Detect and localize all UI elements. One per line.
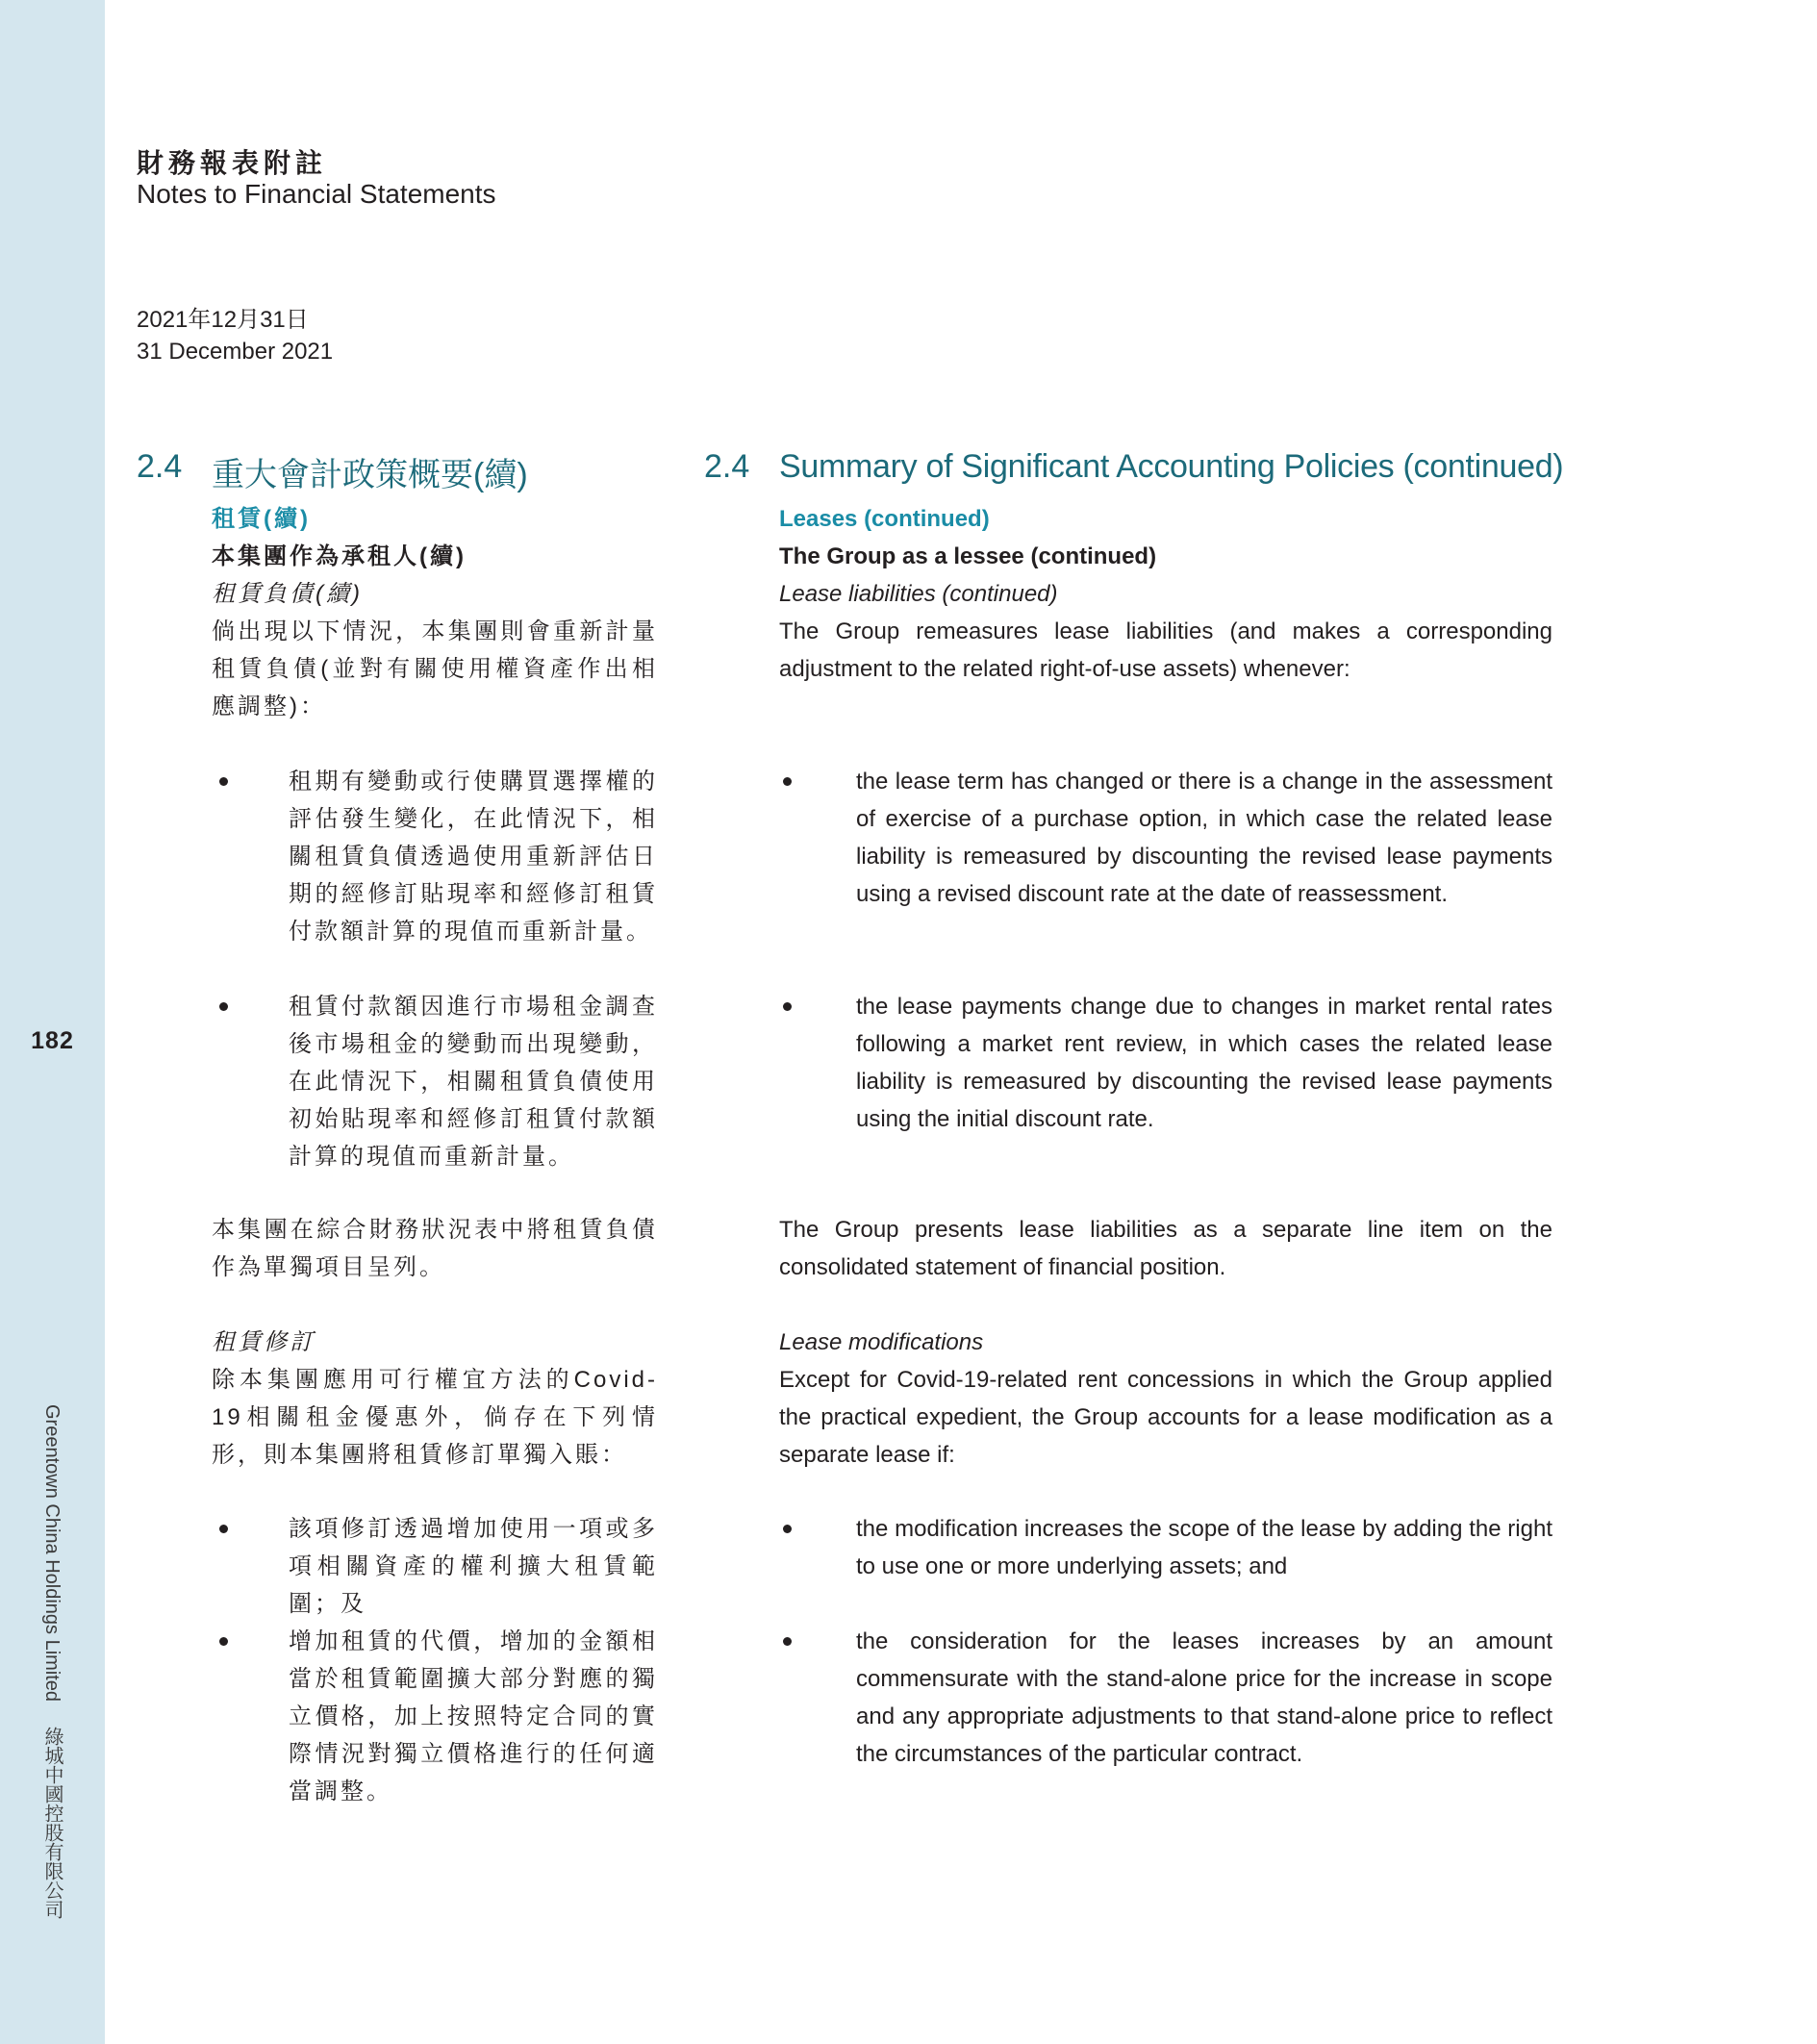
subheading-lessee-cn: 本集團作為承租人(續)	[212, 543, 467, 569]
section-number-en: 2.4	[704, 448, 750, 485]
bullet-text-en: the modification increases the scope of the lease by adding the right to use one or more underlying assets; and	[856, 1516, 1552, 1579]
bullet-text-cn: 增加租賃的代價，增加的金額相當於租賃範圍擴大部分對應的獨立價格，加上按照特定合同的實際情況對獨立價格進行的任何適當調整。	[289, 1628, 658, 1804]
company-name-en: Greentown China Holdings Limited	[41, 1404, 63, 1703]
bullet-icon	[783, 1637, 792, 1646]
bullet-text-en: the lease payments change due to changes in market rental rates following a market rent review, in which cases the related lease liability is remeasured by discounting the revised lease payments using the initial discount rate.	[856, 994, 1552, 1132]
subheading-leases-cn: 租賃(續)	[212, 506, 311, 532]
modifications-intro-cn: 除本集團應用可行權宜方法的Covid-19相關租金優惠外，倘存在下列情形，則本集團將租賃修訂單獨入賬：	[212, 1367, 658, 1468]
presentation-paragraph-cn: 本集團在綜合財務狀況表中將租賃負債作為單獨項目呈列。	[212, 1217, 658, 1280]
date-en: 31 December 2021	[137, 339, 334, 365]
page-title-en: Notes to Financial Statements	[137, 179, 496, 209]
modifications-block-en	[779, 1324, 1552, 1474]
intro-paragraph-en: The Group remeasures lease liabilities (and makes a corresponding adjustment to the related right-of-use assets) whenever:	[779, 618, 1552, 682]
bullet-text-en: the lease term has changed or there is a change in the assessment of exercise of a purchase option, in which case the related lease liability is remeasured by discounting the revised lease payments using a revised discount rate at the date of reassessment.	[856, 769, 1552, 907]
modifications-heading-en: Lease modifications	[779, 1329, 984, 1355]
bullet-icon	[219, 777, 228, 786]
company-name-cn: 綠城中國控股有限公司	[41, 1727, 63, 1920]
modifications-heading-cn: 租賃修訂	[212, 1329, 315, 1355]
section-title-en: Summary of Significant Accounting Policies (continued)	[779, 448, 1564, 485]
company-name-vertical	[40, 1404, 63, 1919]
bullet-icon	[783, 1002, 792, 1011]
subheading-leases-en: Leases (continued)	[779, 506, 990, 532]
intro-paragraph-cn: 倘出現以下情況，本集團則會重新計量租賃負債(並對有關使用權資產作出相應調整)：	[212, 618, 658, 719]
left-intro-block	[212, 500, 658, 725]
italic-heading-cn: 租賃負債(續)	[212, 581, 363, 607]
bullet-icon	[219, 1525, 228, 1533]
bullet-text-cn: 租賃付款額因進行市場租金調查後市場租金的變動而出現變動，在此情況下，相關租賃負債使用初始貼現率和經修訂租賃付款額計算的現值而重新計量。	[289, 994, 658, 1170]
modifications-block-cn	[212, 1324, 658, 1474]
bullet-text-cn: 該項修訂透過增加使用一項或多項相關資產的權利擴大租賃範圍；及	[289, 1516, 658, 1617]
right-intro-block	[779, 500, 1552, 688]
section-number-cn: 2.4	[137, 448, 183, 485]
italic-heading-en: Lease liabilities (continued)	[779, 581, 1058, 607]
page-title-cn: 財務報表附註	[137, 147, 328, 179]
modifications-intro-en: Except for Covid-19-related rent concessions in which the Group applied the practical expedient, the Group accounts for a lease modification as a separate lease if:	[779, 1367, 1552, 1468]
bullet-icon	[219, 1637, 228, 1646]
section-title-cn: 重大會計政策概要(續)	[212, 457, 528, 493]
page-number: 182	[31, 1027, 74, 1054]
date-cn: 2021年12月31日	[137, 307, 309, 333]
bullet-text-en: the consideration for the leases increases by an amount commensurate with the stand-alone price for the increase in scope and any appropriate adjustments to that stand-alone price to reflect the circumstances of the particular contract.	[856, 1628, 1552, 1767]
bullet-icon	[783, 777, 792, 786]
presentation-paragraph-en: The Group presents lease liabilities as a separate line item on the consolidated statement of financial position.	[779, 1217, 1552, 1280]
bullet-text-cn: 租期有變動或行使購買選擇權的評估發生變化，在此情況下，相關租賃負債透過使用重新評估日期的經修訂貼現率和經修訂租賃付款額計算的現值而重新計量。	[289, 769, 658, 945]
bullet-icon	[219, 1002, 228, 1011]
bullet-icon	[783, 1525, 792, 1533]
subheading-lessee-en: The Group as a lessee (continued)	[779, 543, 1157, 569]
